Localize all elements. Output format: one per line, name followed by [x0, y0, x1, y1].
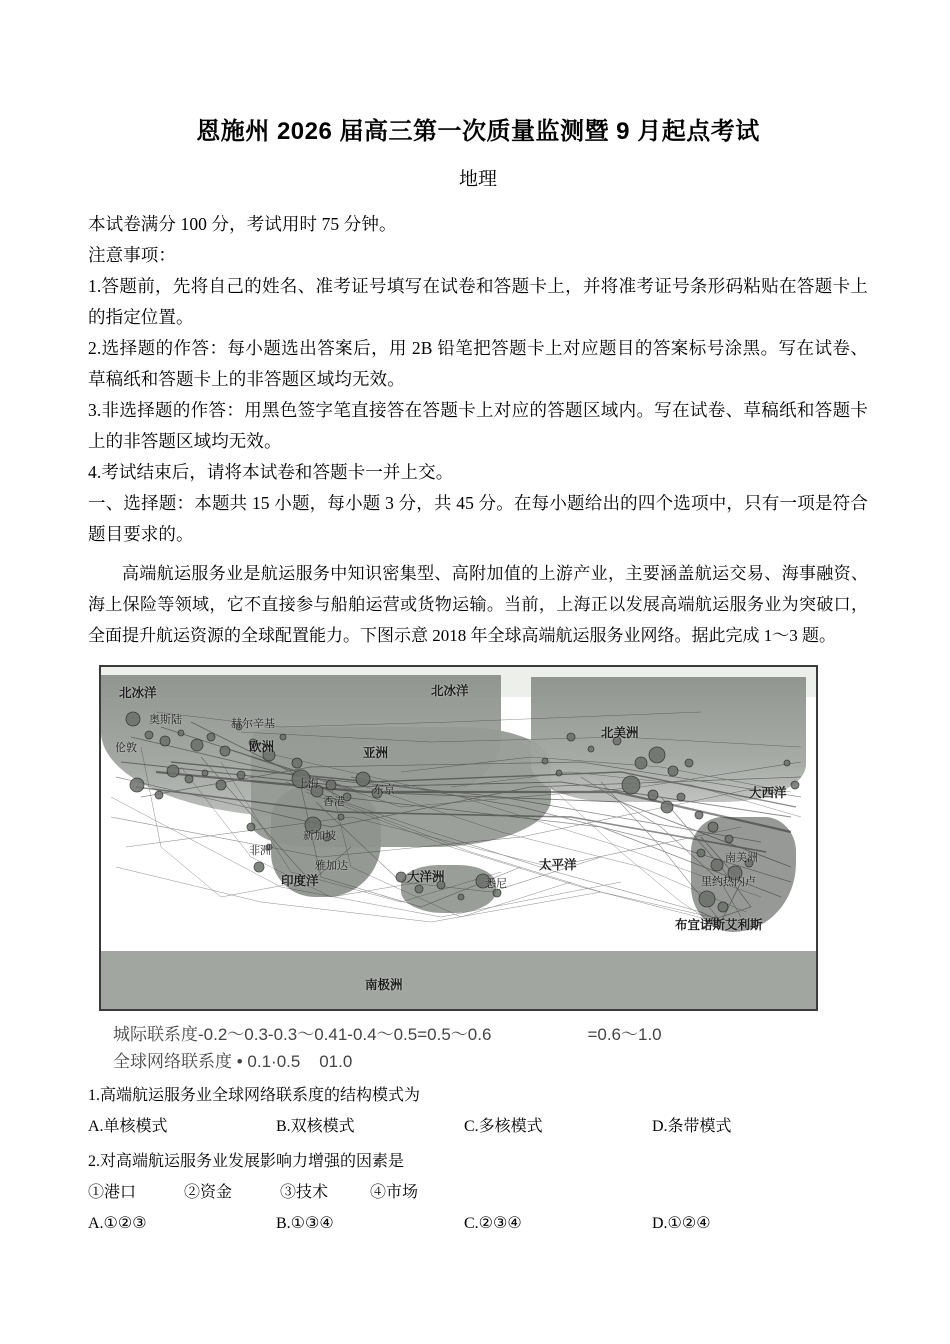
section-heading: 一、选择题：本题共 15 小题，每小题 3 分，共 45 分。在每小题给出的四个选项中，只有一项是符合题目要求的。 [88, 492, 868, 544]
map-label-helsinki: 赫尔辛基 [231, 717, 275, 730]
notice-item-4: 4.考试结束后，请将本试卷和答题卡一并上交。 [88, 461, 454, 482]
map-label-london: 伦敦 [115, 741, 137, 754]
page-title: 恩施州 2026 届高三第一次质量监测暨 9 月起点考试 [196, 118, 760, 145]
map-label-shanghai: 上海 [297, 777, 319, 790]
question-1-stem: 1.高端航运服务业全球网络联系度的结构模式为 [88, 1086, 421, 1104]
map-label-jakarta: 雅加达 [315, 859, 348, 872]
question-2-subitem-2: ②资金 [184, 1183, 233, 1201]
figure-block [99, 665, 816, 1075]
map-label-oceania: 大洋洲 [407, 869, 445, 884]
page-content [88, 0, 868, 1238]
map-label-europe: 欧洲 [249, 739, 275, 754]
map-label-sydney: 悉尼 [485, 877, 507, 890]
question-1-option-d[interactable]: D.条带模式 [652, 1117, 732, 1135]
map-label-arctic-ocean-right: 北冰洋 [431, 683, 469, 698]
question-2-subitems [88, 1178, 868, 1207]
question-1-option-b[interactable]: B.双核模式 [276, 1117, 355, 1135]
notice-item-2: 2.选择题的作答：每小题选出答案后，用 2B 铅笔把答题卡上对应题目的答案标号涂黑。写在试卷、草稿纸和答题卡上的非答题区域均无效。 [88, 337, 868, 389]
legend-intercity-text: 城际联系度-0.2～0.3-0.3～0.41-0.4～0.5=0.5～0.6 [113, 1024, 492, 1044]
map-label-rio-de-janeiro: 里约热内卢 [701, 875, 756, 888]
question-1-option-a[interactable]: A.单核模式 [88, 1117, 168, 1135]
map-label-oslo: 奥斯陆 [149, 713, 182, 726]
map-label-indian-ocean: 印度洋 [281, 873, 319, 888]
map-label-buenos-aires: 布宜诺斯艾利斯 [675, 917, 763, 932]
map-label-south-america: 南美洲 [725, 851, 758, 864]
map-label-atlantic-ocean: 大西洋 [749, 785, 787, 800]
map-label-pacific-ocean: 太平洋 [539, 857, 577, 872]
map-label-africa: 非洲 [249, 844, 271, 857]
subject-title: 地理 [458, 168, 497, 190]
legend-row-global: 全球网络联系度 • 0.1·0.5 01.0 [113, 1051, 353, 1071]
map-label-arctic-ocean-left: 北冰洋 [119, 685, 157, 700]
question-2-subitem-4: ④市场 [370, 1183, 419, 1201]
network-link-overlay [101, 667, 816, 1009]
question-1-option-c[interactable]: C.多核模式 [464, 1117, 543, 1135]
map-label-tokyo: 东京 [373, 783, 395, 796]
map-label-north-america: 北美洲 [601, 725, 639, 740]
question-2-option-c[interactable]: C.②③④ [464, 1214, 522, 1232]
question-2-option-b[interactable]: B.①③④ [276, 1214, 334, 1232]
question-2-options [88, 1209, 868, 1238]
question-2-option-d[interactable]: D.①②④ [652, 1214, 711, 1232]
map-label-asia: 亚洲 [363, 745, 389, 760]
map-label-singapore: 新加坡 [303, 829, 336, 842]
question-1-options [88, 1112, 868, 1141]
notice-label: 注意事项： [88, 244, 176, 265]
legend-intercity-high: =0.6～1.0 [587, 1024, 662, 1044]
question-2-stem: 2.对高端航运服务业发展影响力增强的因素是 [88, 1152, 405, 1170]
map-label-antarctica: 南极洲 [365, 977, 403, 992]
world-shipping-network-map [99, 665, 818, 1011]
score-line: 本试卷满分 100 分，考试用时 75 分钟。 [88, 213, 397, 234]
map-legend [113, 1021, 816, 1075]
map-label-hongkong: 香港 [323, 795, 345, 808]
legend-row-intercity [113, 1021, 816, 1048]
notice-item-3: 3.非选择题的作答：用黑色签字笔直接答在答题卡上对应的答题区域内。写在试卷、草稿纸和答题卡上的非答题区域均无效。 [88, 399, 868, 451]
question-2-option-a[interactable]: A.①②③ [88, 1214, 147, 1232]
passage-text: 高端航运服务业是航运服务中知识密集型、高附加值的上游产业，主要涵盖航运交易、海事融资、海上保险等领域，它不直接参与船舶运营或货物运输。当前，上海正以发展高端航运服务业为突破口，全面提升航运资源的全球配置能力。下图示意 2018 年全球高端航运服务业网络。据此完成 1～3 题。 [88, 563, 868, 645]
question-2-subitem-3: ③技术 [280, 1183, 329, 1201]
notice-item-1: 1.答题前，先将自己的姓名、准考证号填写在试卷和答题卡上，并将准考证号条形码粘贴在答题卡上的指定位置。 [88, 275, 868, 327]
question-2-subitem-1: ①港口 [88, 1183, 137, 1201]
